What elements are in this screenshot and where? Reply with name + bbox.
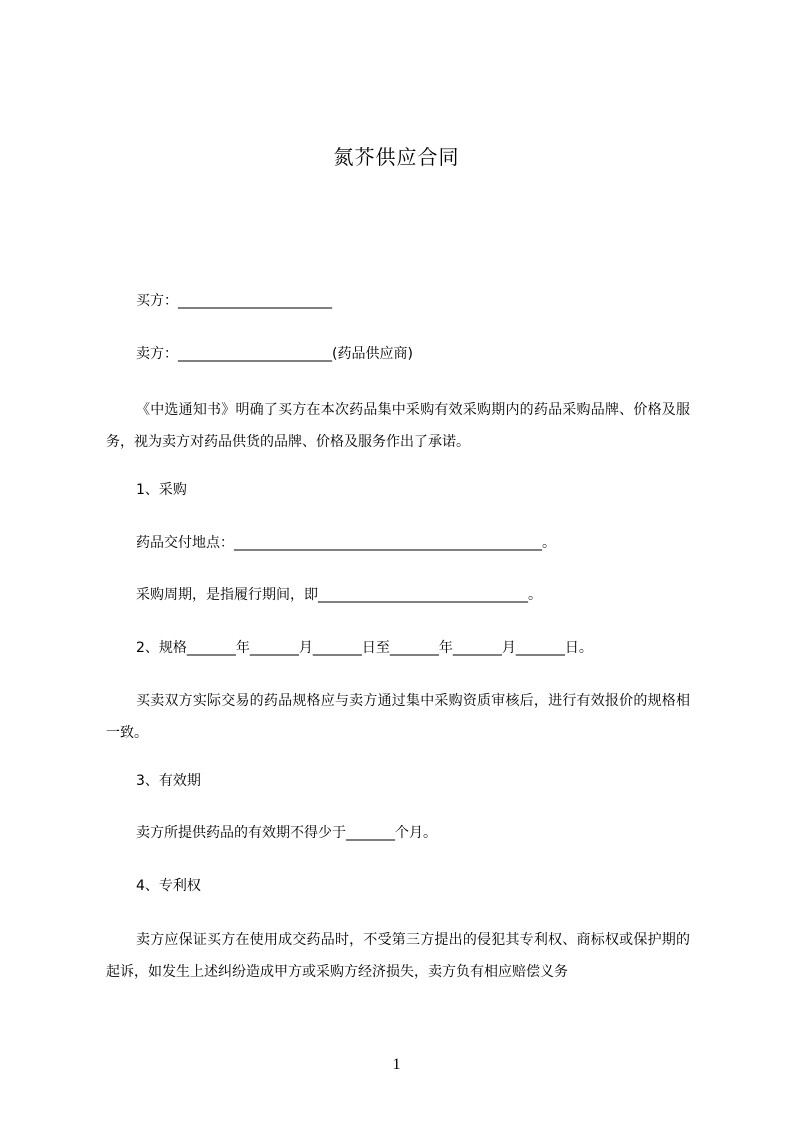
- delivery-location-line: 药品交付地点：____________________________________________。: [136, 535, 556, 551]
- section-3-heading: 3、有效期: [136, 773, 201, 789]
- spec-paragraph: 买卖双方实际交易的药品规格应与卖方通过集中采购资质审核后，进行有效报价的规格相一致。: [106, 693, 690, 741]
- section-2-heading: 2、规格_______年_______月_______日至_______年_______月_______日。: [136, 640, 593, 656]
- validity-line: 卖方所提供药品的有效期不得少于_______个月。: [136, 825, 437, 841]
- section-1-heading: 1、采购: [136, 482, 187, 498]
- document-title: 氮芥供应合同: [333, 145, 460, 169]
- page-number: 1: [392, 1056, 401, 1073]
- seller-line: 卖方：______________________(药品供应商): [136, 346, 413, 362]
- purchase-period-line: 采购周期，是指履行期间，即______________________________。: [136, 587, 542, 603]
- section-4-heading: 4、专利权: [136, 878, 201, 894]
- patent-paragraph: 卖方应保证买方在使用成交药品时，不受第三方提出的侵犯其专利权、商标权或保护期的起诉，如发生上述纠纷造成甲方或采购方经济损失，卖方负有相应赔偿义务: [106, 932, 690, 980]
- buyer-line: 买方：______________________: [136, 293, 332, 309]
- intro-paragraph: 《中选通知书》明确了买方在本次药品集中采购有效采购期内的药品采购品牌、价格及服务，视为卖方对药品供货的品牌、价格及服务作出了承诺。: [106, 402, 690, 450]
